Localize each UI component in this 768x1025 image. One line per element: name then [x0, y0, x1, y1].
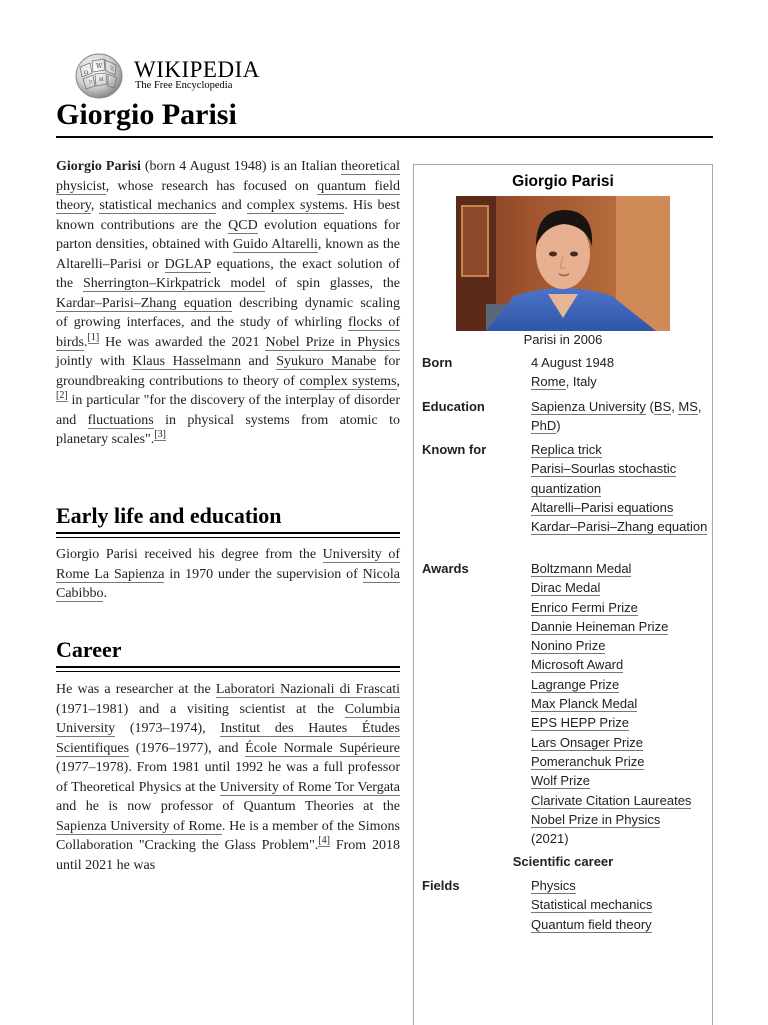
link-award[interactable]: Wolf Prize — [531, 773, 590, 789]
link-known-for[interactable]: Parisi–Sourlas stochastic quantization — [531, 461, 677, 496]
link-award[interactable]: Dirac Medal — [531, 580, 601, 596]
list-item — [531, 895, 709, 914]
link-columbia-university[interactable]: Columbia University — [56, 701, 400, 736]
section-divider — [56, 532, 400, 534]
link-laboratori-nazionali-di-frascati[interactable]: Laboratori Nazionali di Frascati — [215, 682, 400, 697]
link-award[interactable]: Pomeranchuk Prize — [531, 753, 645, 769]
scientific-career-heading: Scientific career — [512, 854, 614, 869]
portrait-photo[interactable] — [456, 196, 670, 331]
known-for-label: Known for — [422, 442, 487, 457]
link-nicola-cabibbo[interactable]: Nicola Cabibbo — [56, 566, 400, 601]
link-field[interactable]: Quantum field theory — [531, 916, 652, 932]
list-item — [531, 440, 709, 459]
link-dglap[interactable]: DGLAP — [164, 256, 211, 272]
list-item — [531, 694, 709, 713]
section-divider — [56, 671, 400, 672]
reference-1[interactable]: [1] — [87, 331, 100, 343]
intro-paragraph: Giorgio Parisi (born 4 August 1948) is an Italian theoretical physicist, whose research has focused on quantum field theory, statistical mechanics and complex systems. His best known contributions are the QCD evolution equations for parton densities, obtained with Guido Altarelli, known as the Altarelli–Parisi or DGLAP equations, the exact solution of the Sherrington–Kirkpatrick model of spin glasses, the Kardar–Parisi–Zhang equation describing dynamic scaling of growing interfaces, and the study of whirling flocks of birds.[1] He was awarded the 2021 Nobel Prize in Physics jointly with Klaus Hasselmann and Syukuro Manabe for groundbreaking contributions to theory of complex systems,[2] in particular "for the discovery of the interplay of disorder and fluctuations in physical systems from atomic to planetary scales".[3] — [56, 159, 401, 447]
link-award[interactable]: Max Planck Medal — [531, 696, 638, 712]
subject-name: Giorgio Parisi — [56, 159, 141, 174]
link-award[interactable]: Microsoft Award — [531, 657, 624, 673]
list-item — [531, 675, 709, 694]
link-field[interactable]: Statistical mechanics — [531, 897, 653, 913]
wikipedia-tagline: The Free Encyclopedia — [135, 80, 233, 91]
link-guido-altarelli[interactable]: Guido Altarelli — [233, 237, 318, 252]
link-field[interactable]: Physics — [531, 878, 576, 893]
link-award[interactable]: Clarivate Citation Laureates — [531, 792, 692, 808]
born-value — [531, 353, 709, 392]
list-item — [531, 498, 709, 517]
birth-date: 4 August 1948 — [531, 355, 615, 370]
known-for-list — [531, 440, 709, 536]
reference-2[interactable]: [2] — [56, 390, 68, 402]
awards-list — [531, 559, 709, 848]
section-divider — [56, 537, 400, 538]
list-item — [531, 636, 709, 655]
award-year: (2021) — [531, 831, 569, 847]
link-flocks-of-birds[interactable]: flocks of birds — [56, 315, 400, 350]
link-bs[interactable]: BS — [653, 399, 672, 414]
list-item — [531, 459, 709, 498]
wikipedia-wordmark: WIKIPEDIA — [134, 57, 260, 82]
link-award[interactable]: Nobel Prize in Physics — [531, 811, 661, 827]
education-value: Sapienza University (BS, MS, PhD) — [531, 399, 702, 434]
list-item — [531, 578, 709, 597]
link-known-for[interactable]: Kardar–Parisi–Zhang equation — [531, 519, 708, 535]
reference-4[interactable]: [4] — [318, 835, 330, 847]
svg-text:文: 文 — [109, 66, 115, 72]
fields-list — [531, 876, 709, 934]
link-sapienza-university-of-rome[interactable]: Sapienza University of Rome — [56, 818, 222, 834]
reference-3[interactable]: [3] — [154, 429, 166, 441]
link-ms[interactable]: MS — [678, 399, 698, 414]
page-title: Giorgio Parisi — [56, 98, 237, 131]
list-item — [531, 915, 709, 934]
infobox-title: Giorgio Parisi — [512, 173, 614, 190]
link-qcd[interactable]: QCD — [228, 217, 258, 233]
education-label: Education — [422, 399, 485, 414]
list-item — [531, 559, 709, 578]
link-university-of-rome-tor-vergata[interactable]: University of Rome Tor Vergata — [219, 779, 401, 795]
link-award[interactable]: Lars Onsager Prize — [531, 734, 643, 750]
svg-text:Ω: Ω — [84, 70, 89, 76]
link-known-for[interactable]: Replica trick — [531, 442, 602, 457]
svg-text:ワ: ワ — [88, 80, 94, 86]
link-fluctuations[interactable]: fluctuations — [87, 412, 154, 428]
wikipedia-globe-icon — [74, 53, 124, 99]
list-item — [531, 791, 709, 810]
link-complex-systems[interactable]: complex systems — [246, 198, 345, 213]
birth-place: Rome, Italy — [531, 374, 597, 390]
career-paragraph: He was a researcher at the Laboratori Nazionali di Frascati (1971–1981) and a visiting scientist at the Columbia University (1973–1974), Institut des Hautes Études Scientifiques (1976–1977), and École Normale Supérieure (1977–1978). From 1981 until 1992 he was a full professor of Theoretical Physics at the University of Rome Tor Vergata and he is now professor of Quantum Theories at the Sapienza University of Rome. He is a member of the Simons Collaboration "Cracking the Glass Problem".[4] From 2018 until 2021 he was — [56, 682, 401, 873]
list-item — [531, 771, 709, 790]
awards-label: Awards — [422, 561, 469, 576]
list-item — [531, 713, 709, 732]
section-divider — [56, 666, 400, 668]
link-award[interactable]: Boltzmann Medal — [531, 561, 632, 576]
link-award[interactable]: Dannie Heineman Prize — [531, 618, 669, 634]
link-award[interactable]: Enrico Fermi Prize — [531, 599, 638, 615]
link-syukuro-manabe[interactable]: Syukuro Manabe — [276, 354, 377, 369]
link-ihes[interactable]: Institut des Hautes Études Scientifiques — [56, 721, 400, 756]
link-theoretical-physicist[interactable]: theoretical physicist — [56, 159, 400, 194]
link-phd[interactable]: PhD — [531, 418, 557, 434]
link-statistical-mechanics[interactable]: statistical mechanics — [99, 198, 217, 213]
link-sherrington-kirkpatrick-model[interactable]: Sherrington–Kirkpatrick model — [82, 276, 266, 291]
heading-early-life: Early life and education — [56, 503, 282, 528]
link-kardar-parisi-zhang-equation[interactable]: Kardar–Parisi–Zhang equation — [56, 295, 232, 311]
link-complex-systems-2[interactable]: complex systems — [299, 373, 397, 389]
born-label: Born — [422, 355, 453, 370]
link-known-for[interactable]: Altarelli–Parisi equations — [531, 499, 674, 515]
link-award[interactable]: Lagrange Prize — [531, 676, 620, 692]
photo-caption: Parisi in 2006 — [523, 332, 603, 347]
svg-text:W: W — [96, 63, 103, 70]
link-rome[interactable]: Rome — [531, 374, 566, 390]
list-item — [531, 617, 709, 636]
link-ecole-normale-superieure[interactable]: École Normale Supérieure — [245, 740, 400, 756]
link-award[interactable]: Nonino Prize — [531, 638, 606, 654]
title-divider — [56, 136, 713, 138]
list-item — [531, 876, 709, 895]
link-university-of-rome-la-sapienza[interactable]: University of Rome La Sapienza — [56, 547, 401, 582]
list-item — [531, 655, 709, 674]
infobox — [413, 164, 713, 1025]
svg-text:И: И — [99, 77, 104, 83]
list-item — [531, 752, 709, 771]
link-award[interactable]: EPS HEPP Prize — [531, 715, 630, 731]
link-klaus-hasselmann[interactable]: Klaus Hasselmann — [132, 354, 241, 369]
heading-career: Career — [56, 637, 122, 662]
link-sapienza-university[interactable]: Sapienza University — [531, 399, 646, 414]
early-life-section — [56, 545, 400, 604]
list-item — [531, 733, 709, 752]
early-life-paragraph: Giorgio Parisi received his degree from the University of Rome La Sapienza in 1970 under the supervision of Nicola Cabibbo. — [56, 547, 401, 601]
list-item — [531, 517, 709, 536]
list-item — [531, 810, 709, 829]
intro-section — [56, 157, 400, 450]
career-section — [56, 680, 400, 875]
list-item — [531, 598, 709, 617]
link-quantum-field-theory[interactable]: quantum field theory — [56, 178, 400, 213]
link-nobel-prize-in-physics[interactable]: Nobel Prize in Physics — [265, 334, 400, 350]
fields-label: Fields — [422, 878, 460, 893]
